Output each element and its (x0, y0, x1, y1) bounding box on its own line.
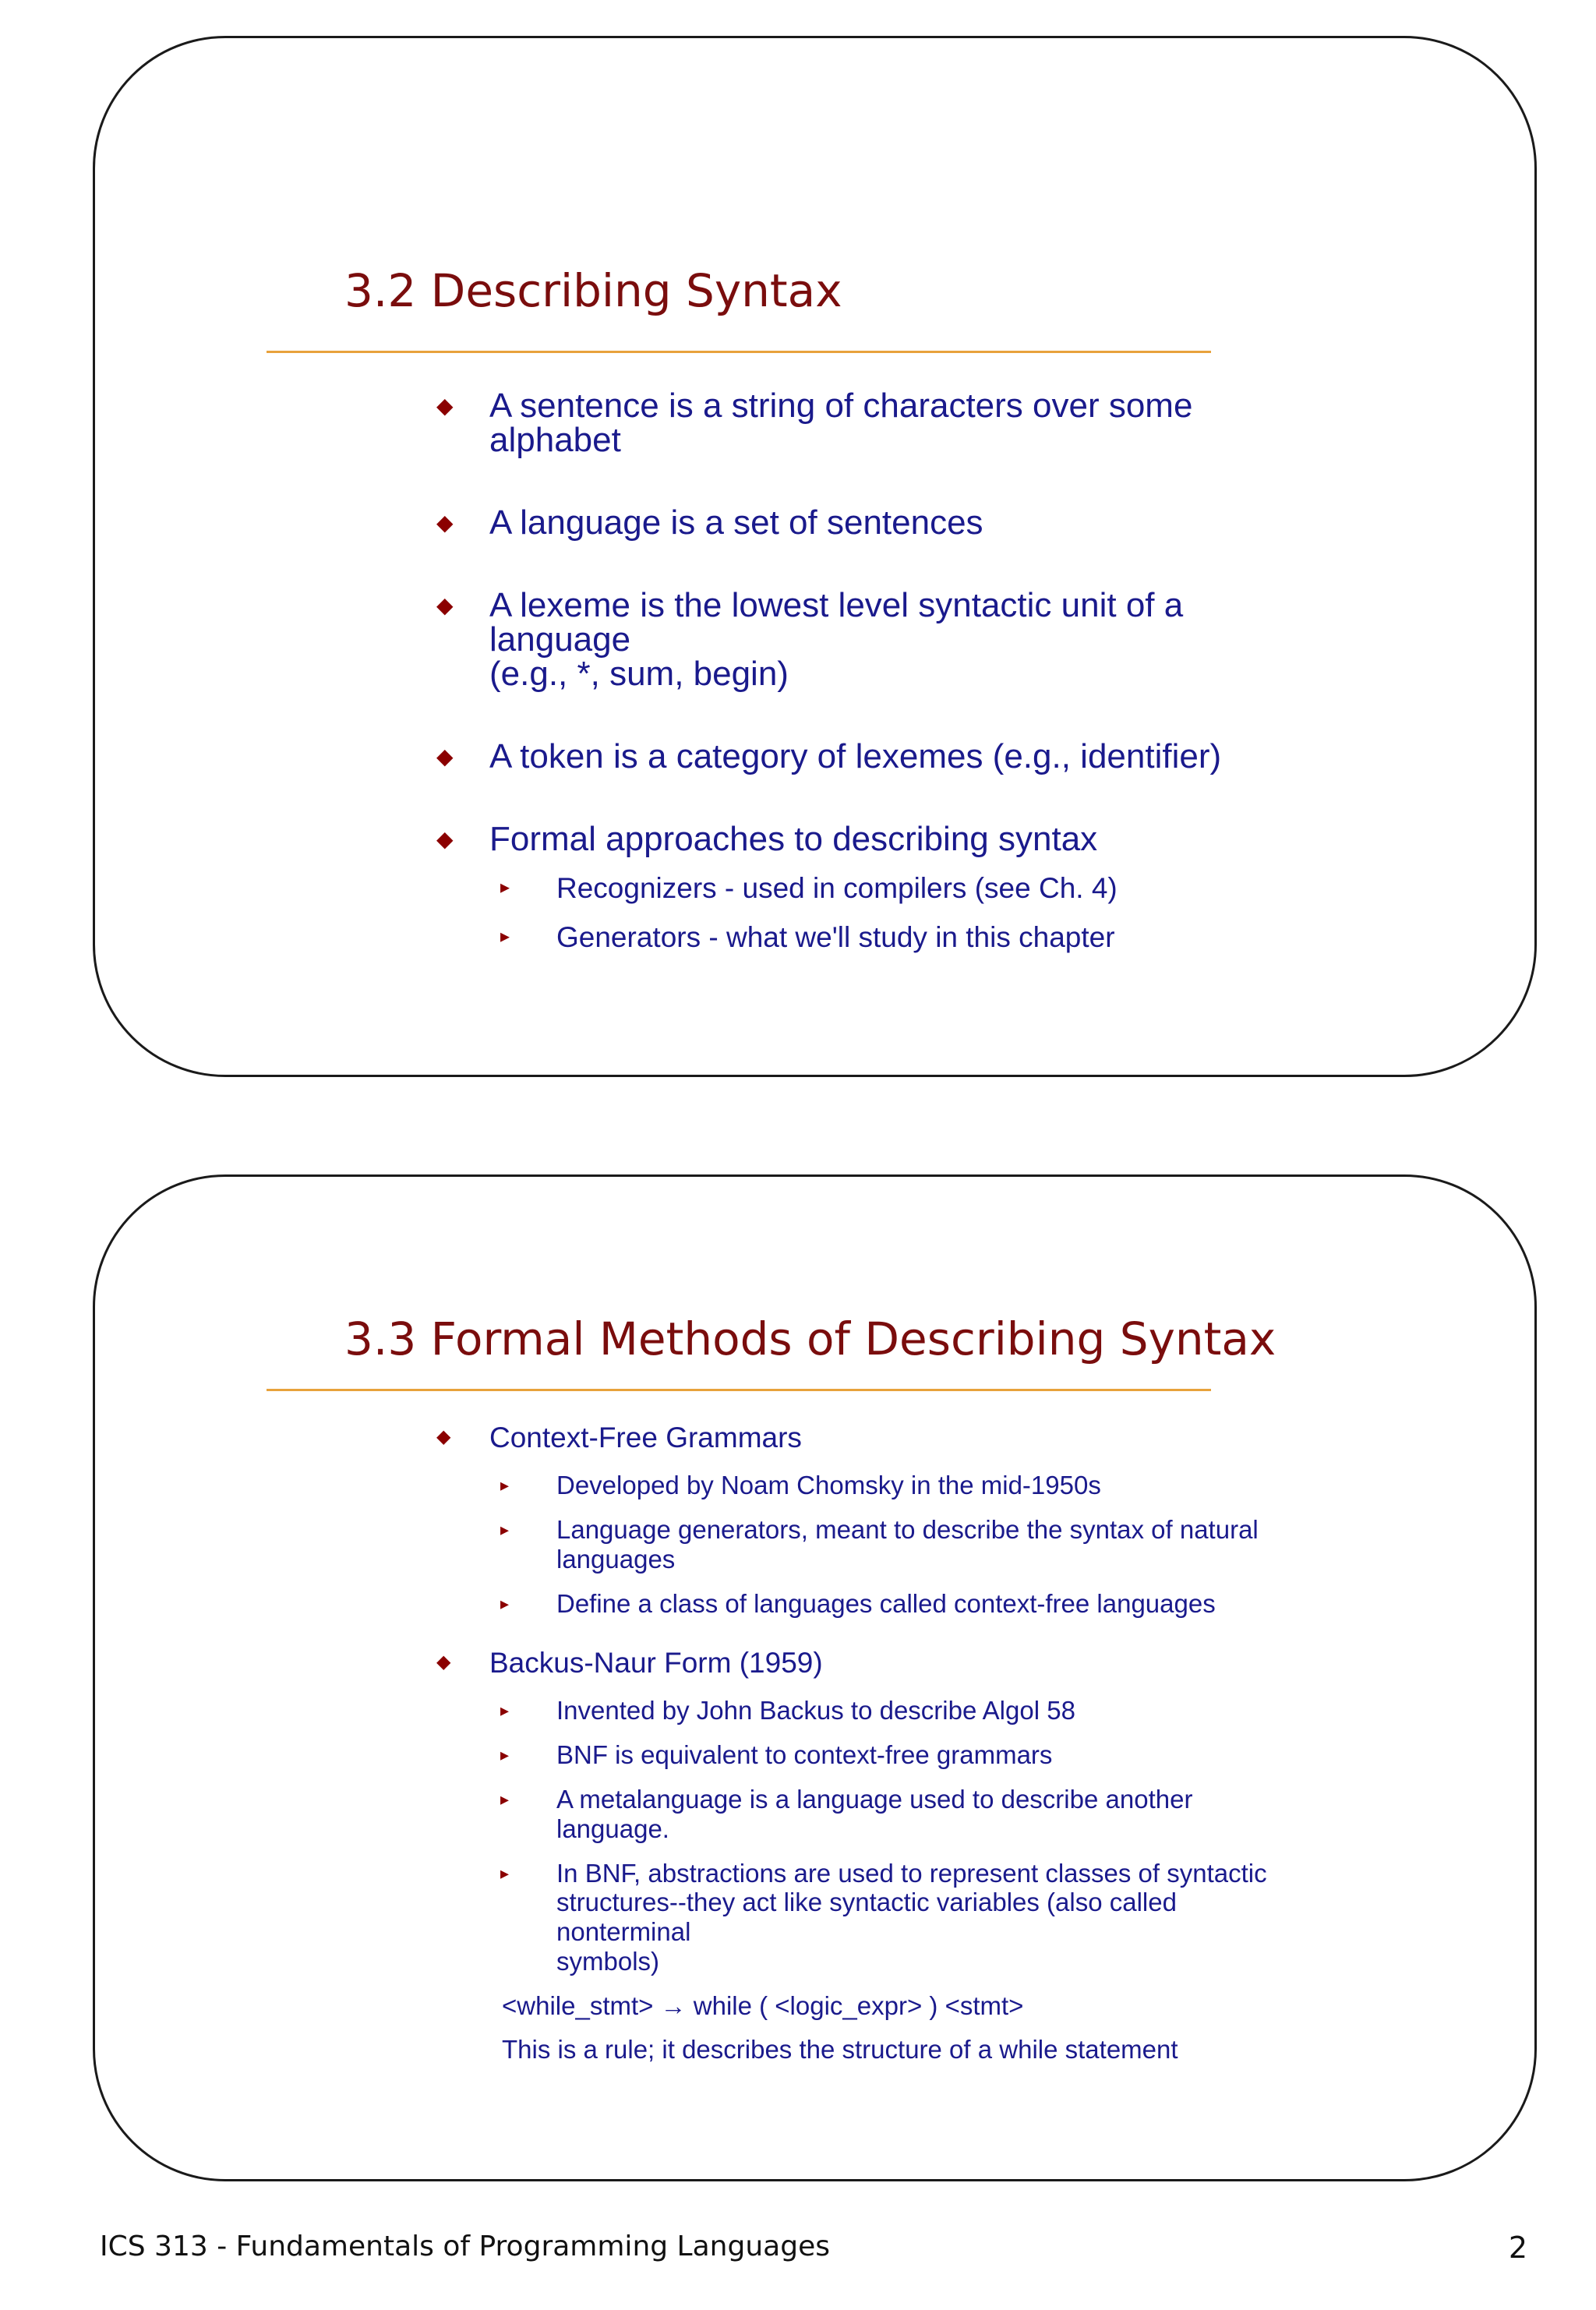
footer-page-number: 2 (1508, 2231, 1527, 2265)
slide-title: 3.3 Formal Methods of Describing Syntax (344, 1312, 1276, 1365)
bullet-language (267, 503, 1295, 542)
slide-formal-methods (93, 1174, 1537, 2181)
sub-bullet-generators (267, 1515, 1295, 1574)
sub-bullet-text: Language generators, meant to describe the syntax of natural (556, 1514, 1259, 1544)
bullet-text: A sentence is a string of characters over some alphabet (489, 387, 1193, 459)
sub-bullet-context-free-languages (267, 1589, 1295, 1619)
sub-bullet-generators (267, 923, 1295, 952)
bullet-formal-approaches (267, 822, 1295, 857)
footer-course-title: ICS 313 - Fundamentals of Programming Languages (100, 2231, 830, 2262)
triangle-bullet-icon: ▸ (500, 1744, 510, 1764)
sub-bullet-bnf-equivalent (267, 1740, 1295, 1770)
sub-bullet-text: Generators - what we'll study in this chapter (556, 921, 1115, 953)
triangle-bullet-icon: ▸ (500, 877, 510, 898)
bullet-bnf (267, 1648, 1295, 1677)
sub-bullet-text: A metalanguage is a language used to describe another language. (556, 1784, 1193, 1843)
bullet-text-continued: (e.g., *, sum, begin) (489, 655, 789, 693)
triangle-bullet-icon: ▸ (500, 1863, 510, 1883)
title-rule (267, 351, 1211, 353)
slide-content (267, 1423, 1295, 2079)
bullet-text: A lexeme is the lowest level syntactic unit of a language (489, 586, 1184, 659)
bullet-sentence (267, 389, 1295, 457)
bullet-text: Backus-Naur Form (1959) (489, 1646, 823, 1679)
sub-bullet-text: BNF is equivalent to context-free grammars (556, 1740, 1053, 1769)
diamond-bullet-icon: ◆ (436, 510, 454, 535)
sub-bullet-text-continued: symbols) (556, 1947, 660, 1976)
sub-bullet-text: In BNF, abstractions are used to represent classes of syntactic (556, 1858, 1267, 1888)
sub-bullet-abstractions (267, 1859, 1295, 1977)
triangle-bullet-icon: ▸ (500, 926, 510, 947)
sub-bullet-chomsky (267, 1471, 1295, 1500)
bullet-token (267, 737, 1295, 775)
sub-bullet-text-continued: structures--they act like syntactic variables (also called nonterminal (556, 1888, 1177, 1947)
triangle-bullet-icon: ▸ (500, 1519, 510, 1539)
sub-bullet-text: Invented by John Backus to describe Algol 58 (556, 1695, 1075, 1725)
sub-bullet-text: Define a class of languages called context-free languages (556, 1588, 1216, 1618)
sub-bullet-text-continued: languages (556, 1544, 676, 1574)
diamond-bullet-icon: ◆ (436, 1651, 451, 1672)
triangle-bullet-icon: ▸ (500, 1700, 510, 1720)
bullet-lexeme (267, 588, 1295, 691)
bullet-cfg (267, 1423, 1295, 1452)
title-rule (267, 1389, 1211, 1391)
sub-bullet-metalanguage (267, 1785, 1295, 1844)
bullet-text: A token is a category of lexemes (e.g., identifier) (489, 737, 1222, 775)
sub-bullet-text: Recognizers - used in compilers (see Ch. 4) (556, 872, 1118, 904)
slide-title: 3.2 Describing Syntax (344, 264, 842, 317)
diamond-bullet-icon: ◆ (436, 394, 454, 418)
rule-example: <while_stmt> → while ( <logic_expr> ) <stmt> (502, 1991, 1024, 2021)
slide-describing-syntax (93, 36, 1537, 1077)
diamond-bullet-icon: ◆ (436, 827, 454, 851)
bullet-text: Formal approaches to describing syntax (489, 820, 1098, 858)
slide-content (267, 389, 1295, 972)
sub-bullet-recognizers (267, 874, 1295, 902)
triangle-bullet-icon: ▸ (500, 1593, 510, 1613)
rule-note: This is a rule; it describes the structure of a while statement (502, 2035, 1178, 2065)
triangle-bullet-icon: ▸ (500, 1789, 510, 1809)
sub-bullet-backus (267, 1696, 1295, 1725)
bullet-text: A language is a set of sentences (489, 503, 983, 542)
diamond-bullet-icon: ◆ (436, 593, 454, 617)
sub-bullet-text: Developed by Noam Chomsky in the mid-1950s (556, 1471, 1101, 1499)
diamond-bullet-icon: ◆ (436, 744, 454, 768)
bullet-text: Context-Free Grammars (489, 1422, 802, 1453)
diamond-bullet-icon: ◆ (436, 1426, 451, 1447)
triangle-bullet-icon: ▸ (500, 1475, 510, 1495)
